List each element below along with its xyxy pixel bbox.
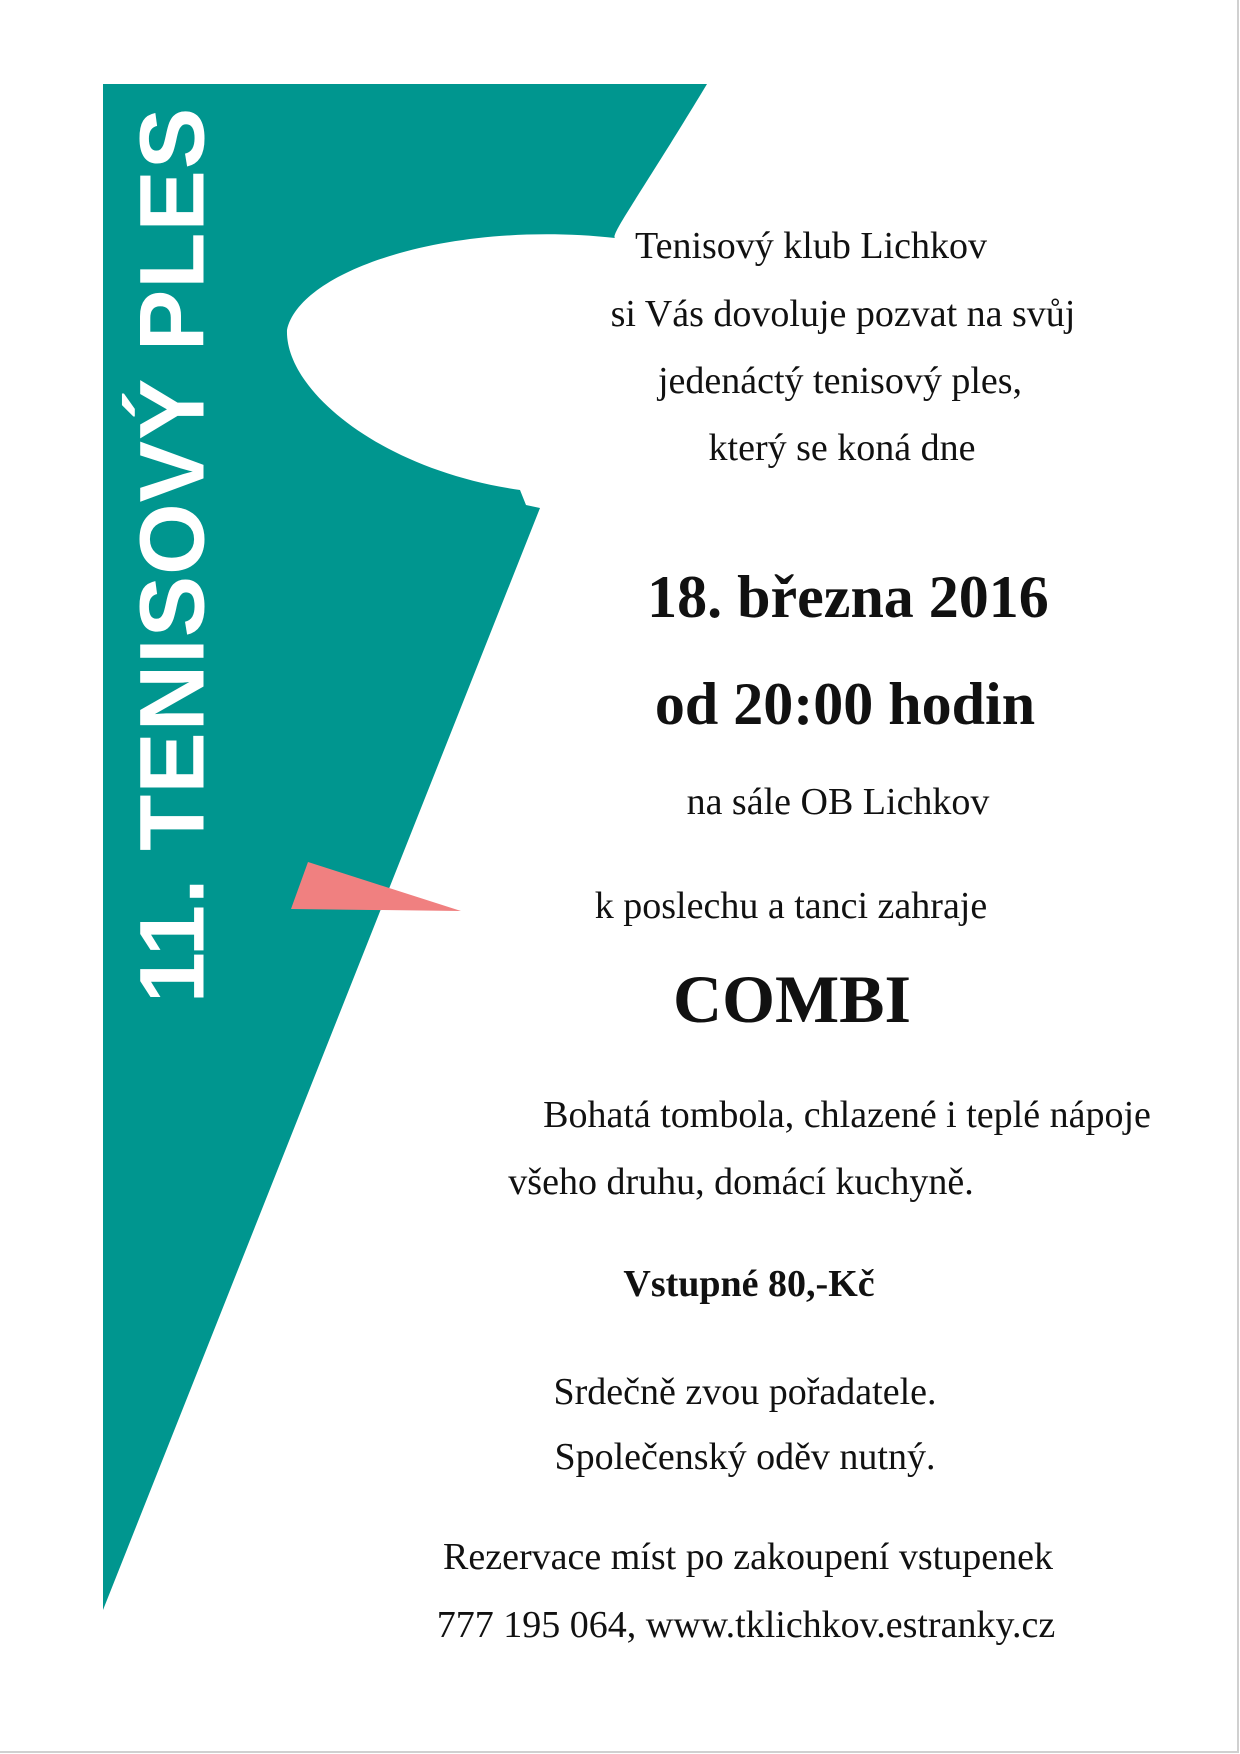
event-time: od 20:00 hodin [654, 671, 1036, 737]
offer-line-1: Bohatá tombola, chlazené i teplé nápoje [543, 1094, 1151, 1136]
event-venue: na sále OB Lichkov [686, 781, 990, 823]
entry-fee: Vstupné 80,-Kč [623, 1263, 875, 1305]
reservation-line-1: Rezervace míst po zakoupení vstupenek [443, 1536, 1053, 1578]
event-date: 18. března 2016 [647, 564, 1049, 630]
invitation-line-4: který se koná dne [708, 427, 976, 469]
vertical-title [98, 106, 248, 1004]
invitation-line-1: Tenisový klub Lichkov [635, 225, 987, 267]
invitation-line-2: si Vás dovoluje pozvat na svůj [610, 293, 1076, 335]
band-name: COMBI [673, 961, 911, 1037]
vertical-title-text: 11. TENISOVÝ PLES [121, 106, 224, 1004]
closing-line-1: Srdečně zvou pořadatele. [553, 1371, 937, 1413]
reservation-line-2: 777 195 064, www.tklichkov.estranky.cz [436, 1604, 1056, 1646]
invitation-line-3: jedenáctý tenisový ples, [657, 360, 1023, 402]
music-intro: k poslechu a tanci zahraje [594, 885, 988, 927]
closing-line-2: Společenský oděv nutný. [554, 1436, 936, 1478]
offer-line-2: všeho druhu, domácí kuchyně. [508, 1161, 974, 1203]
